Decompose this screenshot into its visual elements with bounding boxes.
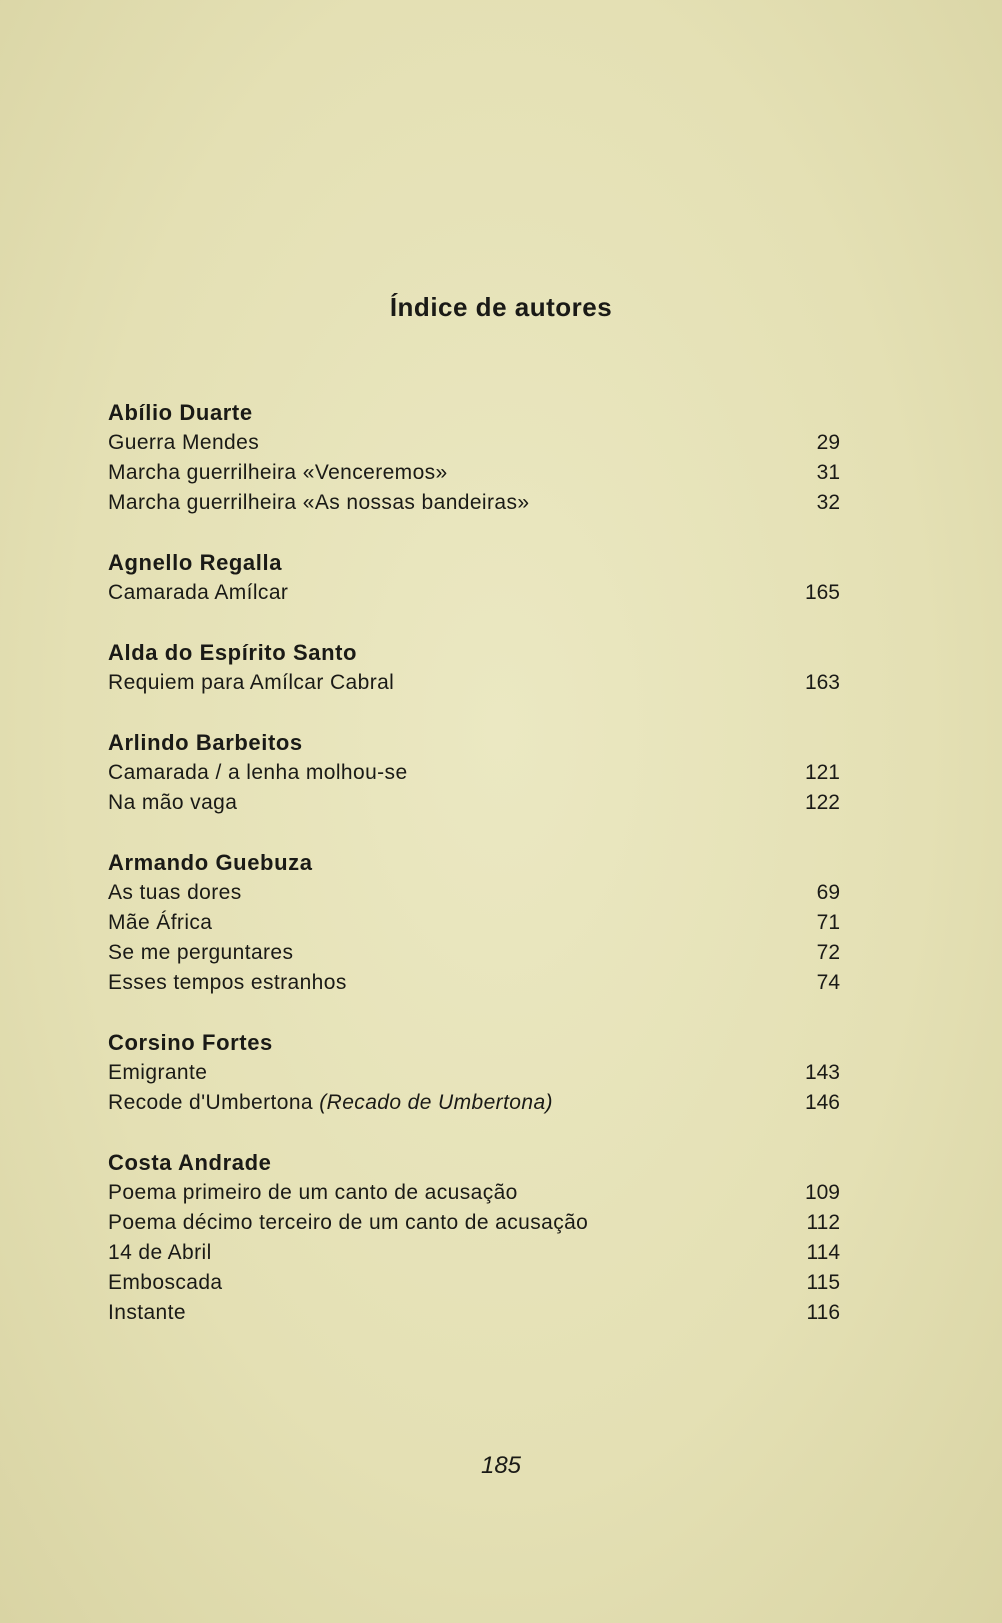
poem-row — [108, 878, 840, 908]
author-entry — [108, 1028, 840, 1118]
poem-title: Emigrante — [108, 1061, 208, 1084]
author-entry — [108, 548, 840, 608]
poem-title: Guerra Mendes — [108, 431, 260, 454]
poem-row — [108, 428, 840, 458]
author-name: Arlindo Barbeitos — [108, 730, 303, 755]
page-number: 114 — [806, 1241, 840, 1264]
poem-title: 14 de Abril — [108, 1241, 212, 1264]
poem-row — [108, 908, 840, 938]
poem-title: Se me perguntares — [108, 941, 294, 964]
poem-title: Poema primeiro de um canto de acusação — [108, 1181, 518, 1204]
poem-title: Camarada / a lenha molhou-se — [108, 761, 408, 784]
poem-title-translation: (Recado de Umbertona) — [319, 1091, 553, 1114]
author-name: Abílio Duarte — [108, 400, 253, 425]
poem-row — [108, 788, 840, 818]
poem-row — [108, 488, 840, 518]
page-number: 146 — [804, 1091, 840, 1114]
poem-row — [108, 1268, 840, 1298]
page-number: 115 — [806, 1271, 840, 1294]
page-number: 165 — [804, 581, 840, 604]
poem-row — [108, 1208, 840, 1238]
poem-title: Requiem para Amílcar Cabral — [108, 671, 395, 694]
poem-title: Marcha guerrilheira «As nossas bandeiras» — [108, 491, 530, 514]
poem-title: Poema décimo terceiro de um canto de acusação — [108, 1211, 589, 1234]
author-name: Agnello Regalla — [108, 550, 283, 575]
poem-title: Camarada Amílcar — [108, 581, 289, 604]
poem-title: Instante — [108, 1301, 186, 1324]
poem-title: Mãe África — [108, 911, 213, 934]
page-folio: 185 — [480, 1452, 522, 1479]
page-number: 112 — [806, 1211, 840, 1234]
poem-row — [108, 938, 840, 968]
page-number: 69 — [816, 881, 840, 904]
author-entry — [108, 398, 840, 518]
page-number: 116 — [806, 1301, 840, 1324]
poem-title: As tuas dores — [108, 881, 242, 904]
page-number: 122 — [804, 791, 840, 814]
poem-title: Marcha guerrilheira «Venceremos» — [108, 461, 448, 484]
poem-row — [108, 1088, 840, 1118]
page-number: 31 — [816, 461, 840, 484]
author-name: Costa Andrade — [108, 1150, 272, 1175]
page-number: 143 — [804, 1061, 840, 1084]
author-entry — [108, 1148, 840, 1328]
poem-row — [108, 458, 840, 488]
poem-title — [108, 1088, 553, 1118]
poem-title: Esses tempos estranhos — [108, 971, 347, 994]
page-number: 71 — [816, 911, 840, 934]
author-name: Corsino Fortes — [108, 1030, 273, 1055]
page-number: 32 — [816, 491, 840, 514]
page-number: 72 — [816, 941, 840, 964]
page-number: 29 — [816, 431, 840, 454]
author-name: Armando Guebuza — [108, 850, 313, 875]
poem-title: Na mão vaga — [108, 791, 238, 814]
poem-title: Emboscada — [108, 1271, 223, 1294]
poem-row — [108, 578, 840, 608]
poem-title-main: Recode d'Umbertona — [108, 1091, 313, 1114]
poem-row — [108, 1058, 840, 1088]
author-index — [108, 398, 840, 1358]
author-entry — [108, 638, 840, 698]
page-number: 109 — [804, 1181, 840, 1204]
poem-row — [108, 1238, 840, 1268]
poem-row — [108, 1178, 840, 1208]
page-number: 74 — [816, 971, 840, 994]
author-name: Alda do Espírito Santo — [108, 640, 358, 665]
poem-row — [108, 758, 840, 788]
page-number: 121 — [804, 761, 840, 784]
page-title: Índice de autores — [389, 292, 613, 322]
page-number: 163 — [804, 671, 840, 694]
author-entry — [108, 848, 840, 998]
author-entry — [108, 728, 840, 818]
poem-row — [108, 1298, 840, 1328]
poem-row — [108, 968, 840, 998]
poem-row — [108, 668, 840, 698]
